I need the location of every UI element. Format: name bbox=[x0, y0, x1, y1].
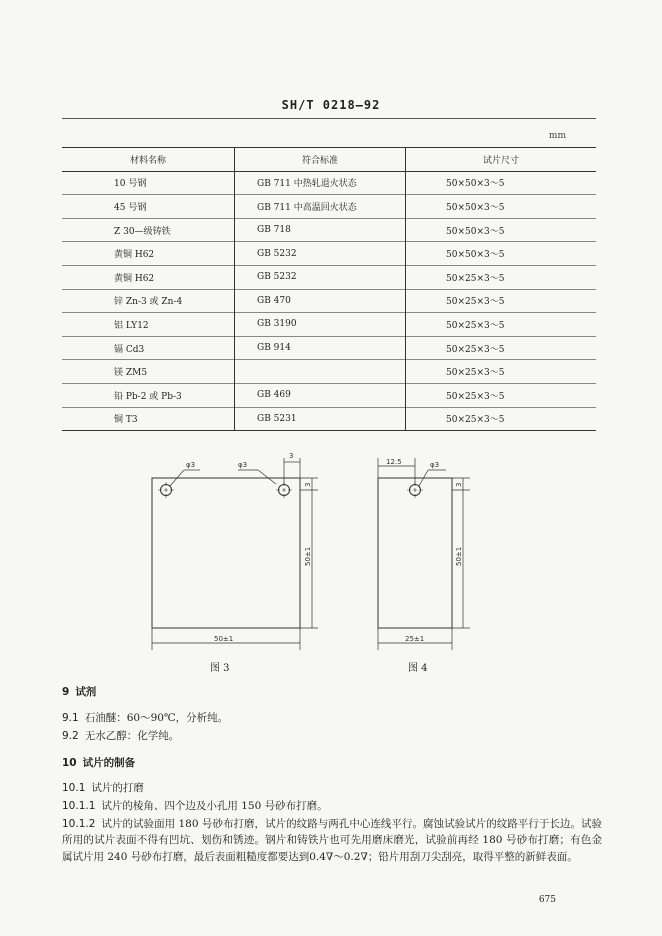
table-row bbox=[62, 195, 596, 219]
cell-material: 铝 LY12 bbox=[114, 320, 149, 331]
fig3-dimension-lines bbox=[152, 458, 318, 650]
cell-size: 50×50×3～5 bbox=[406, 242, 597, 266]
fig3-specimen-outline bbox=[152, 478, 300, 628]
table-row bbox=[62, 383, 596, 407]
section-number: 10 bbox=[62, 757, 77, 769]
cell-size: 50×25×3～5 bbox=[406, 289, 597, 313]
table-row bbox=[62, 218, 596, 242]
cell-standard: GB 711 中热轧退火状态 bbox=[235, 171, 406, 195]
fig3-dim-width: 50±1 bbox=[214, 635, 234, 643]
cell-standard: GB 711 中高温回火状态 bbox=[235, 195, 406, 219]
materials-table bbox=[62, 147, 596, 431]
fig3-dim-height: 50±1 bbox=[304, 546, 312, 566]
table-unit: mm bbox=[548, 131, 566, 141]
specimen-drawings bbox=[0, 440, 662, 660]
cell-size: 50×25×3～5 bbox=[406, 383, 597, 407]
cell-standard: GB 718 bbox=[235, 218, 406, 242]
cell-size: 50×25×3～5 bbox=[406, 313, 597, 337]
header-rule bbox=[62, 118, 596, 119]
cell-standard: GB 5232 bbox=[235, 242, 406, 266]
cell-material: 铅 Pb-2 或 Pb-3 bbox=[114, 391, 182, 402]
table-row bbox=[62, 265, 596, 289]
section-title: 试剂 bbox=[75, 686, 97, 698]
section-10-1-2 bbox=[62, 816, 602, 865]
cell-size: 50×50×3～5 bbox=[406, 218, 597, 242]
clause-number: 9.2 bbox=[62, 730, 79, 742]
cell-standard: GB 5231 bbox=[235, 407, 406, 431]
clause-number: 9.1 bbox=[62, 712, 79, 724]
cell-size: 50×25×3～5 bbox=[406, 336, 597, 360]
fig4-hole-label: φ3 bbox=[430, 461, 440, 469]
fig4-dim-top: 3 bbox=[455, 482, 463, 487]
section-10-1 bbox=[62, 780, 602, 796]
cell-size: 50×25×3～5 bbox=[406, 407, 597, 431]
column-header: 材料名称 bbox=[129, 155, 166, 166]
column-header: 试片尺寸 bbox=[406, 148, 597, 172]
table-header-row bbox=[62, 148, 596, 172]
clause-text: 石油醚：60～90℃，分析纯。 bbox=[84, 712, 229, 724]
cell-material: 镁 ZM5 bbox=[114, 368, 148, 379]
fig3-dim-right-small: 3 bbox=[304, 482, 312, 487]
cell-material: 黄铜 H62 bbox=[114, 250, 155, 261]
cell-material: 锌 Zn-3 或 Zn-4 bbox=[114, 297, 183, 308]
fig3-hole-centerlines bbox=[158, 482, 292, 498]
cell-material: Z 30—级铸铁 bbox=[114, 226, 171, 237]
clause-text: 无水乙醇：化学纯。 bbox=[84, 730, 180, 742]
clause-number: 10.1 bbox=[62, 782, 86, 794]
fig3-hole-label-left: φ3 bbox=[186, 461, 196, 469]
fig4-caption: 图 4 bbox=[408, 663, 428, 674]
fig3-caption: 图 3 bbox=[210, 663, 230, 674]
table-row bbox=[62, 336, 596, 360]
table-row bbox=[62, 242, 596, 266]
cell-standard: GB 914 bbox=[235, 336, 406, 360]
cell-standard: GB 469 bbox=[235, 383, 406, 407]
fig4-specimen-outline bbox=[378, 478, 452, 628]
cell-standard: GB 5232 bbox=[235, 265, 406, 289]
table-row bbox=[62, 407, 596, 431]
page-header: SH/T 0218—92 bbox=[281, 98, 381, 112]
fig4-dim-width: 25±1 bbox=[405, 635, 425, 643]
section-9-heading bbox=[62, 684, 602, 700]
fig4-dim-height: 50±1 bbox=[455, 546, 463, 566]
fig4-hole-centerline bbox=[407, 482, 423, 498]
cell-size: 50×25×3～5 bbox=[406, 265, 597, 289]
clause-text: 试片的打磨 bbox=[91, 782, 144, 794]
cell-size: 50×50×3～5 bbox=[406, 171, 597, 195]
section-10-1-1 bbox=[62, 798, 602, 814]
section-title: 试片的制备 bbox=[82, 757, 136, 769]
cell-standard: GB 3190 bbox=[235, 313, 406, 337]
cell-size: 50×25×3～5 bbox=[406, 360, 597, 384]
page-number: 675 bbox=[538, 895, 556, 905]
cell-material: 铜 T3 bbox=[114, 415, 138, 426]
cell-size: 50×50×3～5 bbox=[406, 195, 597, 219]
cell-material: 10 号钢 bbox=[114, 179, 147, 190]
roughness-symbol: 0.4∇～0.2∇ bbox=[309, 850, 368, 863]
clause-text-continued: ；铅片用刮刀尖刮亮，取得平整的新鲜表面。 bbox=[367, 850, 578, 863]
section-10-heading bbox=[62, 755, 602, 771]
fig3-hole-label-right: φ3 bbox=[238, 461, 248, 469]
section-9-2 bbox=[62, 728, 602, 744]
fig3-dim-top: 3 bbox=[289, 452, 294, 460]
cell-standard bbox=[235, 360, 406, 384]
table-row bbox=[62, 171, 596, 195]
cell-material: 45 号钢 bbox=[114, 202, 147, 213]
column-header: 符合标准 bbox=[235, 148, 406, 172]
fig4-dim-offset: 12.5 bbox=[386, 458, 402, 466]
cell-material: 镉 Cd3 bbox=[114, 344, 145, 355]
clause-number: 10.1.1 bbox=[62, 800, 96, 812]
clause-text: 试片的棱角、四个边及小孔用 150 号砂布打磨。 bbox=[101, 800, 328, 812]
table-row bbox=[62, 313, 596, 337]
section-number: 9 bbox=[62, 686, 70, 698]
cell-standard: GB 470 bbox=[235, 289, 406, 313]
cell-material: 黄铜 H62 bbox=[114, 273, 155, 284]
clause-number: 10.1.2 bbox=[62, 818, 96, 830]
table-row bbox=[62, 360, 596, 384]
clause-text: 试片的试验面用 180 号砂布打磨，试片的纹路与两孔中心连线平行。腐蚀试验试片的纹路平行于长边。试验所用的试片表面不得有凹坑、划伤和锈迹。钢片和铸铁片也可先用磨床磨光，试验前再经 180 号砂布打磨；有色金属试片用 240 号砂布打磨，最后表面粗糙度都要达到 bbox=[62, 818, 602, 863]
section-9-1 bbox=[62, 710, 602, 726]
table-row bbox=[62, 289, 596, 313]
